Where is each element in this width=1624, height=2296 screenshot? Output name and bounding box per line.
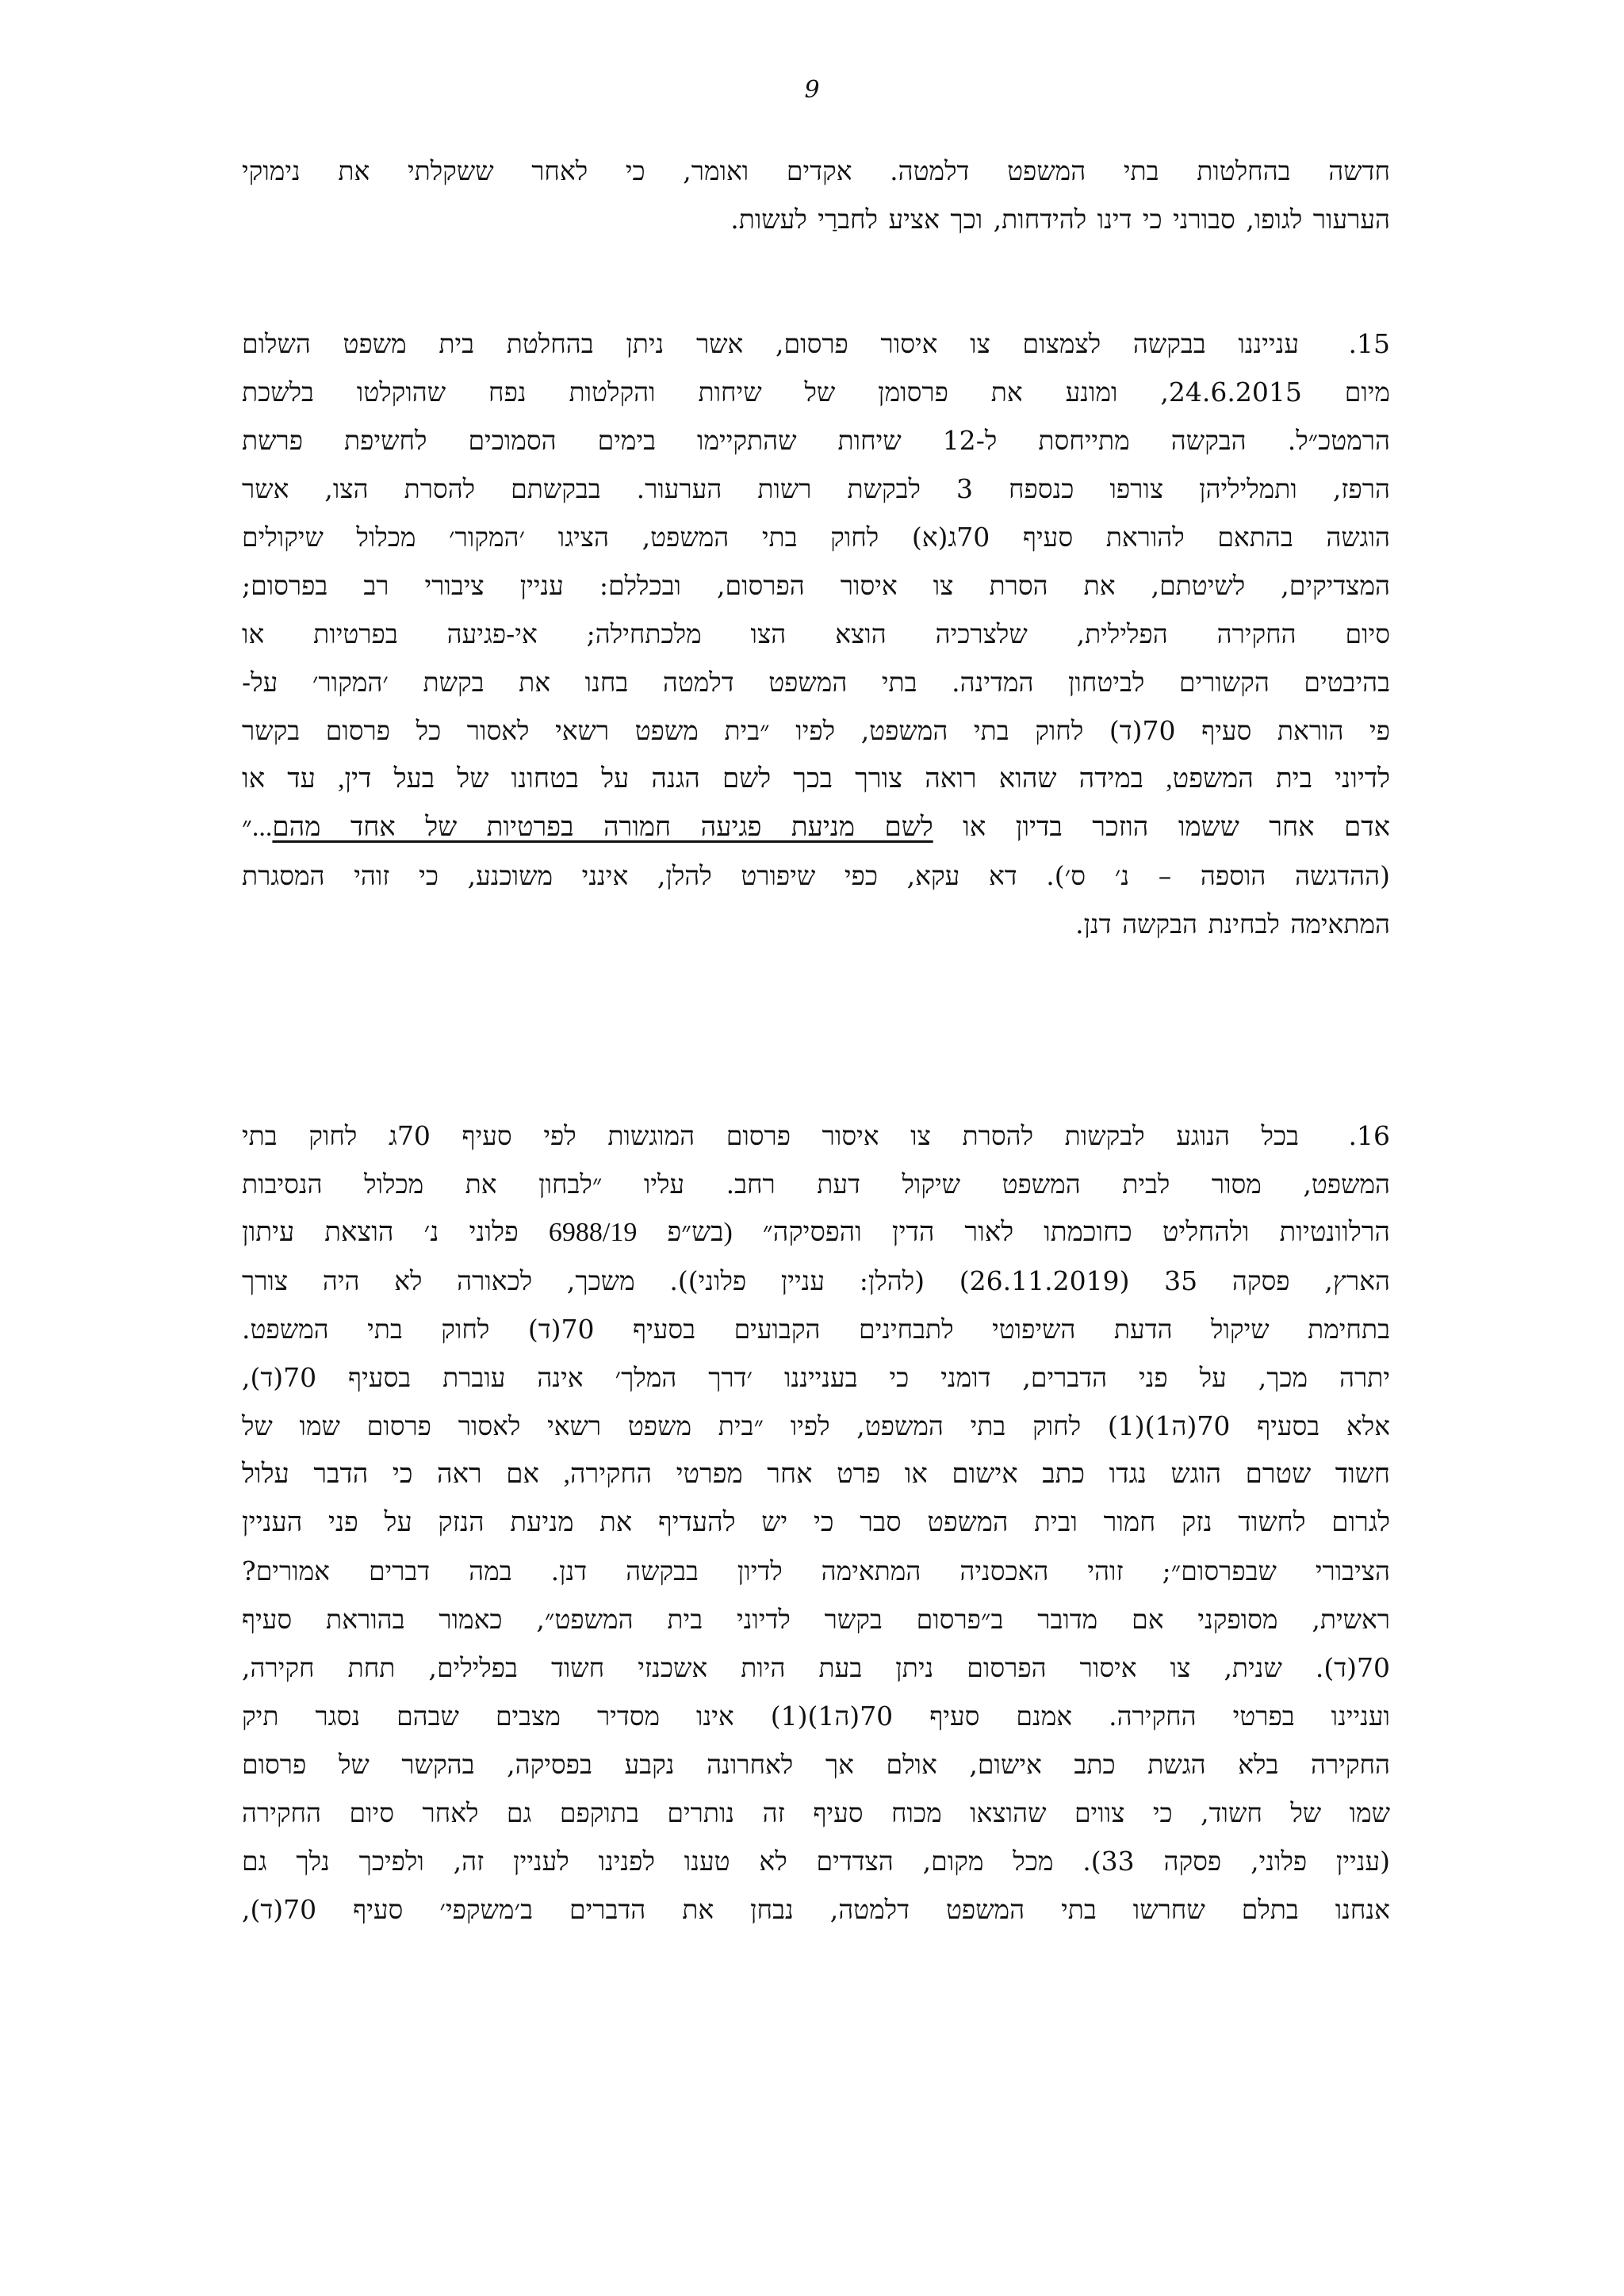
text-line: 70(ד). שנית, צו איסור הפרסום ניתן בעת היות אשכנזי חשוד בפלילים, תחת חקירה, (242, 1652, 1390, 1683)
emphasized-text: לשם מניעת פגיעה חמורה בפרטיות של אחד מהם (272, 813, 933, 842)
text-line: המתאימה לבחינת הבקשה דנן. (1075, 909, 1390, 939)
text-line: אנחנו בתלם שחרשו בתי המשפט דלמטה, נבחן את הדברים ב׳משקפי׳ סעיף 70(ד), (242, 1894, 1390, 1925)
quoted-text-line: לגרום לחשוד נזק חמור ובית המשפט סבר כי יש להעדיף את מניעת הנזק על פני העניין (242, 1508, 1390, 1537)
text-line: המשפט, מסור לבית המשפט שיקול דעת רחב. עליו ״לבחון את מכלול הנסיבות (242, 1169, 1390, 1200)
text-line: הארץ, פסקה 35 (26.11.2019) (להלן: עניין פלוני)). משכך, לכאורה לא היה צורך (242, 1265, 1390, 1296)
text-line (242, 1112, 1390, 1160)
text-line: מיום 24.6.2015, ומונע את פרסומן של שיחות והקלטות נפח שהוקלטו בלשכת (242, 377, 1390, 408)
paragraph-number: 15. (1348, 328, 1390, 359)
text-line: ועניינו בפרטי החקירה. אמנם סעיף 70(ה1)(1) אינו מסדיר מצבים שבהם נסגר תיק (242, 1701, 1390, 1732)
text-line: הרפז, ותמליליהן צורפו כנספח 3 לבקשת רשות הערעור. בבקשתם להסרת הצו, אשר (242, 473, 1390, 504)
quoted-text: ...״ (242, 813, 273, 842)
text-line: הרלוונטיות ולהחליט כחוכמתו לאור הדין והפסיקה״ (בש״פ 6988/19 פלוני נ׳ הוצאת עיתון (242, 1218, 1390, 1247)
text-line (242, 320, 1390, 368)
text-line: שמו של חשוד, כי צווים שהוצאו מכוח סעיף זה נותרים בתוקפם גם לאחר סיום החקירה (242, 1797, 1390, 1828)
paragraph-15 (242, 320, 1390, 948)
quoted-text-line (242, 803, 1390, 851)
text-line-content: בכל הנוגע לבקשות להסרת צו איסור פרסום המוגשות לפי סעיף 70ג לחוק בתי (242, 1120, 1300, 1151)
page-number: 9 (804, 76, 820, 104)
text-line: חדשה בהחלטות בתי המשפט דלמטה. אקדים ואומר, כי לאחר ששקלתי את נימוקי (242, 155, 1390, 186)
text-line: אלא בסעיף 70(ה1)(1) לחוק בתי המשפט, לפיו ״בית משפט רשאי לאסור פרסום שמו של (242, 1410, 1390, 1441)
quoted-text-line: לדיוני בית המשפט, במידה שהוא רואה צורך בכך לשם הגנה על בטחונו של בעל דין, עד או (242, 764, 1390, 794)
text-line: המצדיקים, לשיטתם, את הסרת צו איסור הפרסום, ובכללם: עניין ציבורי רב בפרסום; (242, 570, 1390, 601)
text-line: (עניין פלוני, פסקה 33). מכל מקום, הצדדים לא טענו לפנינו לעניין זה, ולפיכך נלך גם (242, 1846, 1390, 1877)
text-line: בתחימת שיקול הדעת השיפוטי לתבחינים הקבועים בסעיף 70(ד) לחוק בתי המשפט. (242, 1314, 1390, 1345)
text-line: סיום החקירה הפלילית, שלצרכיה הוצא הצו מלכתחילה; אי-פגיעה בפרטיות או (242, 618, 1390, 649)
quoted-text: אדם אחר ששמו הוזכר בדיון או (933, 813, 1390, 842)
text-line: הערעור לגופו, סבורני כי דינו להידחות, וכך אציע לחברַי לעשות. (730, 204, 1390, 235)
text-line: הוגשה בהתאם להוראת סעיף 70ג(א) לחוק בתי המשפט, הציגו ׳המקור׳ מכלול שיקולים (242, 522, 1390, 553)
text-line: הרמטכ״ל. הבקשה מתייחסת ל-12 שיחות שהתקיימו בימים הסמוכים לחשיפת פרשת (242, 425, 1390, 456)
intro-paragraph (242, 147, 1390, 243)
text-line: החקירה בלא הגשת כתב אישום, אולם אך לאחרונה נקבע בפסיקה, בהקשר של פרסום (242, 1749, 1390, 1780)
text-line: הציבורי שבפרסום״; זוהי האכסניה המתאימה לדיון בבקשה דנן. במה דברים אמורים? (242, 1556, 1390, 1586)
text-line: פי הוראת סעיף 70(ד) לחוק בתי המשפט, לפיו ״בית משפט רשאי לאסור כל פרסום בקשר (242, 715, 1391, 746)
quoted-text-line: חשוד שטרם הוגש נגדו כתב אישום או פרט אחר מפרטי החקירה, אם ראה כי הדבר עלול (242, 1460, 1390, 1489)
text-line: ראשית, מסופקני אם מדובר ב״פרסום בקשר לדיוני בית המשפט״, כאמור בהוראת סעיף (242, 1604, 1390, 1635)
text-line: יתרה מכך, על פני הדברים, דומני כי בענייננו ׳דרך המלך׳ אינה עוברת בסעיף 70(ד), (242, 1362, 1390, 1393)
paragraph-16 (242, 1112, 1390, 1934)
text-line: (ההדגשה הוספה – נ׳ ס׳). דא עקא, כפי שיפורט להלן, אינני משוכנע, כי זוהי המסגרת (242, 860, 1390, 891)
text-line-content: ענייננו בבקשה לצמצום צו איסור פרסום, אשר ניתן בהחלטת בית משפט השלום (242, 328, 1299, 359)
paragraph-number: 16. (1348, 1120, 1391, 1151)
text-line: בהיבטים הקשורים לביטחון המדינה. בתי המשפט דלמטה בחנו את בקשת ׳המקור׳ על- (242, 667, 1390, 698)
